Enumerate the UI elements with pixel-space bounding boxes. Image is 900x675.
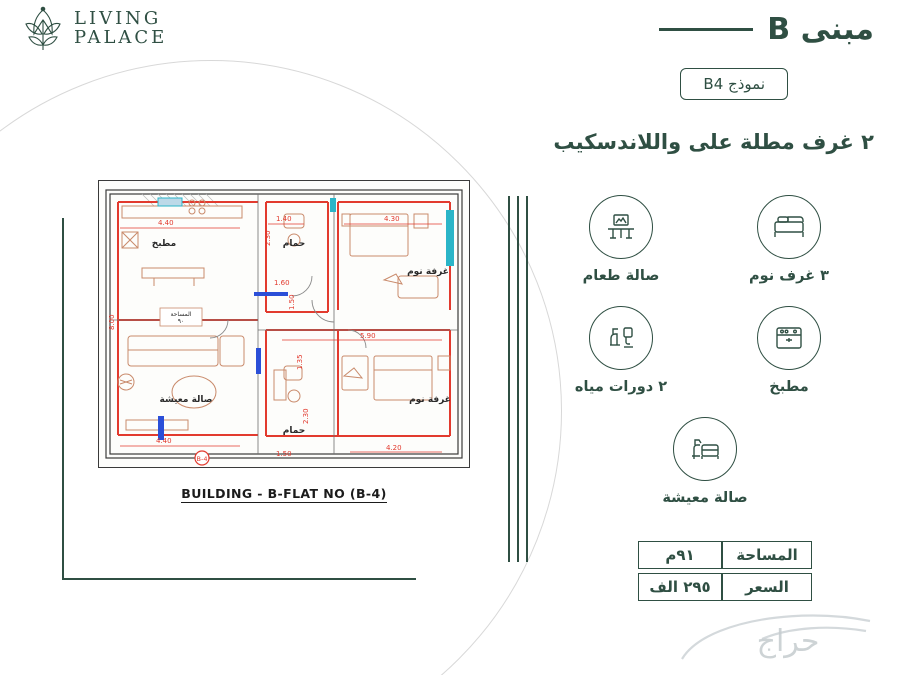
page-subtitle: ٢ غرف مطلة على واللاندسكيب [553,130,874,154]
svg-text:4.40: 4.40 [156,437,172,445]
svg-text:حمام: حمام [282,426,306,436]
building-title: مبنى B [767,12,874,47]
kitchen-stove-icon [757,306,821,370]
feature-label: ٣ غرف نوم [749,268,829,284]
svg-text:صالة معيشة: صالة معيشة [159,395,213,405]
brand-line-1: LIVING [74,8,162,30]
floor-plan [98,180,470,468]
area-value: ٩١م [638,541,722,569]
feature-row-3 [550,417,860,506]
svg-text:8.00: 8.00 [108,314,116,330]
feature-bedrooms [735,195,843,284]
svg-text:غرفة نوم: غرفة نوم [409,395,451,405]
watermark [670,609,880,667]
feature-row-2 [550,306,860,395]
feature-bathrooms [567,306,675,395]
svg-text:4.40: 4.40 [158,219,174,227]
plan-caption-text: BUILDING - B-FLAT NO (B-4) [181,486,387,501]
svg-text:غرفة نوم: غرفة نوم [407,267,449,277]
svg-text:2.30: 2.30 [302,408,310,424]
svg-text:1.50: 1.50 [276,450,292,458]
svg-text:B-4: B-4 [196,455,208,463]
living-room-sofa-icon [673,417,737,481]
feature-label: مطبخ [769,379,809,395]
area-label: المساحة [722,541,812,569]
svg-text:مطبخ: مطبخ [151,239,177,249]
feature-label: صالة معيشة [662,490,748,506]
features-list [550,195,860,528]
floor-plan-drawing [98,180,470,468]
watermark-text: حراج [756,624,820,659]
feature-kitchen [735,306,843,395]
svg-text:2.30: 2.30 [264,230,272,246]
svg-text:1.50: 1.50 [288,294,296,310]
brand-line-2: PALACE [74,27,168,48]
svg-text:1.60: 1.60 [274,279,290,287]
price-label: السعر [722,573,812,601]
svg-text:1.40: 1.40 [276,215,292,223]
page-title [659,12,874,47]
info-table [632,541,812,605]
title-rule [659,28,753,31]
bed-icon [757,195,821,259]
divider-lines [508,196,534,562]
svg-text:4.30: 4.30 [384,215,400,223]
model-badge: نموذج B4 [680,68,788,100]
svg-text:5.90: 5.90 [360,332,376,340]
feature-row-1 [550,195,860,284]
feature-label: ٢ دورات مياه [574,379,668,395]
feature-living-room [651,417,759,506]
svg-text:المساحة: المساحة [170,311,192,318]
table-row-price [632,573,812,601]
feature-label: صالة طعام [582,268,660,284]
plan-caption [98,486,470,501]
svg-text:1.35: 1.35 [296,354,304,370]
svg-text:٩٠: ٩٠ [177,318,185,325]
svg-text:حمام: حمام [282,239,306,249]
palm-crest-logo-icon [20,4,66,54]
feature-dining [567,195,675,284]
price-value: ٢٩٥ الف [638,573,722,601]
brand-logo [20,0,210,58]
table-row-area [632,541,812,569]
dining-table-icon [589,195,653,259]
bathroom-icon [589,306,653,370]
svg-text:4.20: 4.20 [386,444,402,452]
